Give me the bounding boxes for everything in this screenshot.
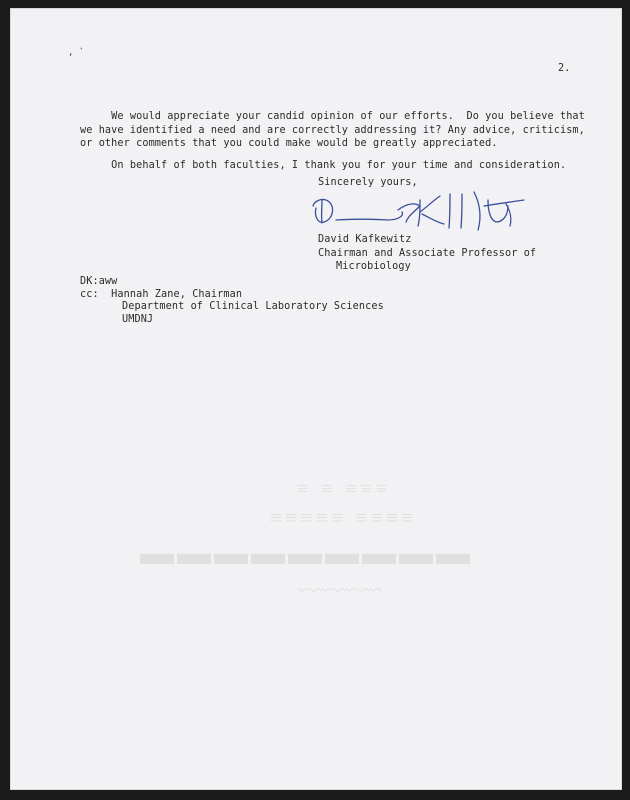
paragraph-line: or other comments that you could make would be greatly appreciated. — [80, 138, 498, 149]
paragraph-opinion-request — [80, 110, 585, 151]
signer-title: Chairman and Associate Professor of — [318, 247, 537, 259]
paragraph-line: We would appreciate your candid opinion of our efforts. Do you believe that — [80, 111, 585, 122]
corner-marks: , ` — [68, 48, 85, 58]
paragraph-line: On behalf of both faculties, I thank you for your time and consideration. — [80, 160, 567, 171]
handwritten-signature — [310, 186, 540, 236]
signer-title-continued: Microbiology — [336, 261, 411, 272]
paragraph-line: we have identified a need and are correctly addressing it? Any advice, criticism, — [80, 124, 585, 136]
show-through-letterhead: ≡≡≡ ≡ ≡ ≡≡≡≡ ≡≡≡≡≡ ▬▬▬▬▬▬▬▬▬ ~~~~~~~ — [137, 478, 470, 602]
closing-salutation: Sincerely yours, — [318, 177, 418, 188]
cc-line: cc: Hannah Zane, Chairman — [80, 288, 243, 300]
reference-initials: DK:aww — [80, 276, 118, 287]
cc-institution: UMDNJ — [122, 313, 154, 325]
signature-block — [318, 233, 536, 274]
reference-block — [80, 276, 384, 326]
letter-page — [10, 8, 622, 790]
page-number: 2. — [558, 63, 571, 74]
cc-department: Department of Clinical Laboratory Sciences — [122, 301, 384, 312]
paragraph-thanks — [80, 160, 566, 171]
signer-name: David Kafkewitz — [318, 234, 412, 245]
